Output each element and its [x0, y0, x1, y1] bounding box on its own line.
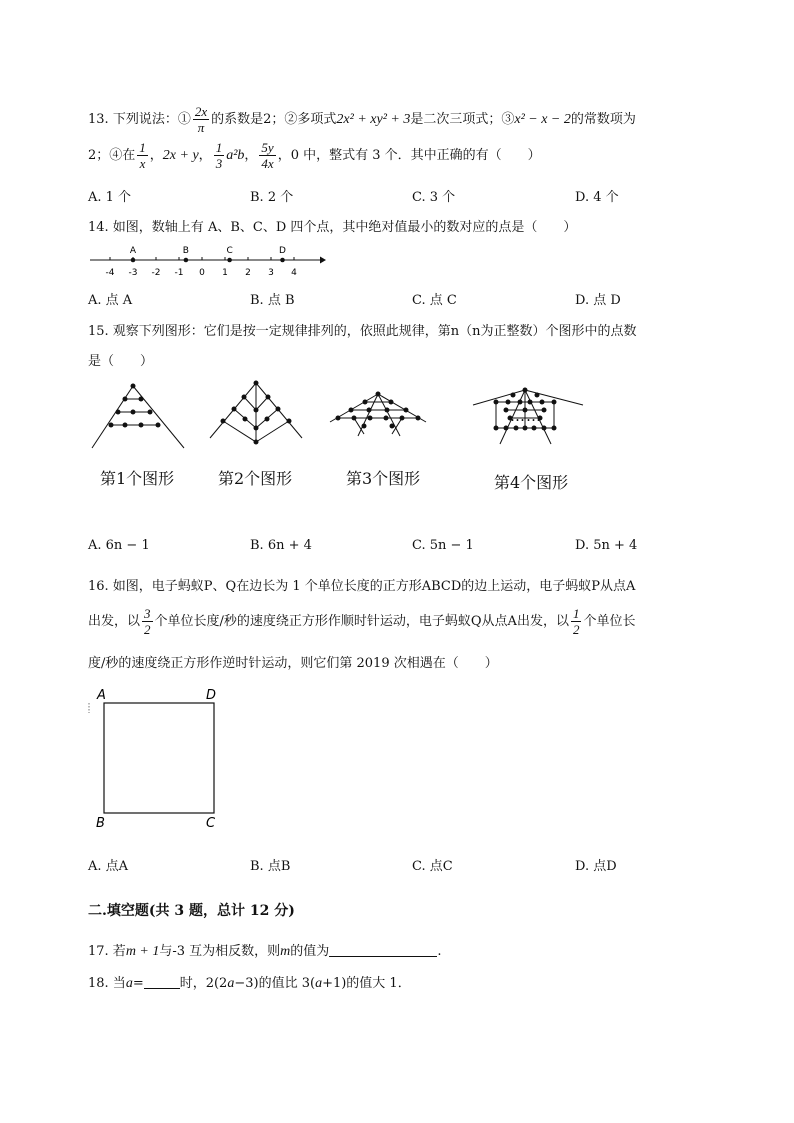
q13-option-c: C. 3 个	[412, 190, 456, 205]
number-line-arrow	[320, 257, 326, 264]
q15-option-a: A. 6n − 1	[88, 538, 150, 553]
q15-line2: 是（ ）	[88, 354, 154, 369]
q14-text: 14. 如图，数轴上有 A、B、C、D 四个点，其中绝对值最小的数对应的点是（ ）	[88, 220, 577, 235]
q16-line1: 16. 如图，电子蚂蚁P、Q在边长为 1 个单位长度的正方形ABCD的边上运动，电子蚂蚁P从点A	[88, 579, 636, 594]
q13-option-a: A. 1 个	[88, 190, 132, 205]
number-line-point-d	[280, 258, 285, 263]
number-line-tick-label: 1	[222, 268, 228, 278]
pattern-figure-3	[330, 394, 426, 436]
number-line-point-label: D	[279, 246, 286, 256]
q13-expr3: x² − x − 2	[514, 112, 571, 127]
q14-option-d: D. 点 D	[575, 293, 621, 308]
pattern-figure-1	[92, 386, 184, 448]
q16-option-a: A. 点A	[88, 859, 129, 874]
q15-option-b: B. 6n + 4	[250, 538, 312, 553]
q17: 17. 若m + 1与-3 互为相反数，则m的值为 .	[88, 944, 442, 959]
number-line-point-label: C	[226, 246, 233, 256]
number-line-point-label: B	[182, 246, 189, 256]
q15-option-d: D. 5n + 4	[575, 538, 638, 553]
number-line-tick-label: 0	[199, 268, 205, 278]
q17-answer-blank[interactable]	[329, 942, 437, 957]
q13-line1: 13. 下列说法：① $\frac{2x}{\pi}$ 的系数是2；②多项式2x² + xy² + 3是二次三项式；③x² − x − 2的常数项为	[88, 104, 636, 135]
q13-poly: 2x² + xy² + 3	[336, 112, 411, 127]
q15-caption-4: 第4个图形	[494, 473, 569, 492]
q14-option-c: C. 点 C	[412, 293, 457, 308]
q14-option-b: B. 点 B	[250, 293, 295, 308]
q16-option-d: D. 点D	[575, 859, 617, 874]
q15-caption-2: 第2个图形	[218, 469, 293, 488]
q13-line2: 2；④在 $\frac{1}{x}$ ，2x + y， $\frac{1}{3}$ a²b， $\frac{5y}{4x}$ ，0 中，整式有 3 个．其中正确的有（ ）	[88, 140, 541, 171]
square-outline	[104, 703, 214, 813]
number-line-point-a	[131, 258, 136, 263]
q16-frac-1-over-2: $\frac{1}{2}$	[572, 606, 580, 637]
q15-option-c: C. 5n − 1	[412, 538, 474, 553]
label-b: B	[96, 816, 105, 831]
label-c: C	[206, 816, 216, 831]
q16-line3: 度/秒的速度绕正方形作逆时针运动，则它们第 2019 次相遇在（ ）	[88, 656, 498, 671]
q18: 18. 当a= 时，2(2a−3)的值比 3(a+1)的值大 1．	[88, 976, 411, 991]
q13-frac1: $\frac{2x}{\pi}$	[194, 104, 208, 135]
q18-answer-blank[interactable]	[144, 974, 180, 989]
q13-frac-1-over-3: $\frac{1}{3}$	[215, 140, 223, 171]
q13-option-b: B. 2 个	[250, 190, 294, 205]
label-d: D	[206, 688, 217, 703]
q15-line1: 15. 观察下列图形：它们是按一定规律排列的，依照此规律，第n（n为正整数）个图形中的点数	[88, 324, 637, 339]
number-line-tick-label: -4	[105, 268, 115, 278]
q13-number: 13.	[88, 112, 109, 127]
q13-frac-1-over-x: $\frac{1}{x}$	[139, 140, 146, 171]
number-line	[88, 240, 328, 280]
number-line-point-label: A	[129, 246, 137, 256]
label-a: A	[97, 688, 106, 703]
number-line-tick-label: 4	[291, 268, 297, 278]
q15-caption-1: 第1个图形	[100, 469, 175, 488]
number-line-tick-label: 3	[268, 268, 274, 278]
q15-patterns	[88, 380, 648, 455]
number-line-point-c	[227, 258, 232, 263]
q16-frac-3-over-2: $\frac{3}{2}$	[144, 606, 151, 637]
q15-ellipsis: ……	[510, 407, 542, 425]
number-line-point-b	[184, 258, 189, 263]
q15-caption-3: 第3个图形	[346, 469, 421, 488]
q14-option-a: A. 点 A	[88, 293, 133, 308]
number-line-tick-label: 2	[245, 268, 251, 278]
square-abcd	[86, 685, 236, 835]
number-line-tick-label: -1	[174, 268, 184, 278]
q16-option-b: B. 点B	[250, 859, 291, 874]
number-line-tick-label: -2	[151, 268, 161, 278]
q13-intro: 下列说法：①	[112, 112, 191, 127]
number-line-tick-label: -3	[128, 268, 138, 278]
pattern-figure-1-dots	[109, 384, 161, 428]
q13-frac-5y-over-4x: $\frac{5y}{4x}$	[261, 140, 274, 171]
q13-option-d: D. 4 个	[575, 190, 619, 205]
section-2-title: 二.填空题(共 3 题，总计 12 分)	[88, 903, 295, 919]
q16-option-c: C. 点C	[412, 859, 453, 874]
q16-line2: 出发，以 $\frac{3}{2}$ 个单位长度/秒的速度绕正方形作顺时针运动，电子蚂蚁Q从点A出发，以 $\frac{1}{2}$ 个单位长	[88, 606, 636, 637]
